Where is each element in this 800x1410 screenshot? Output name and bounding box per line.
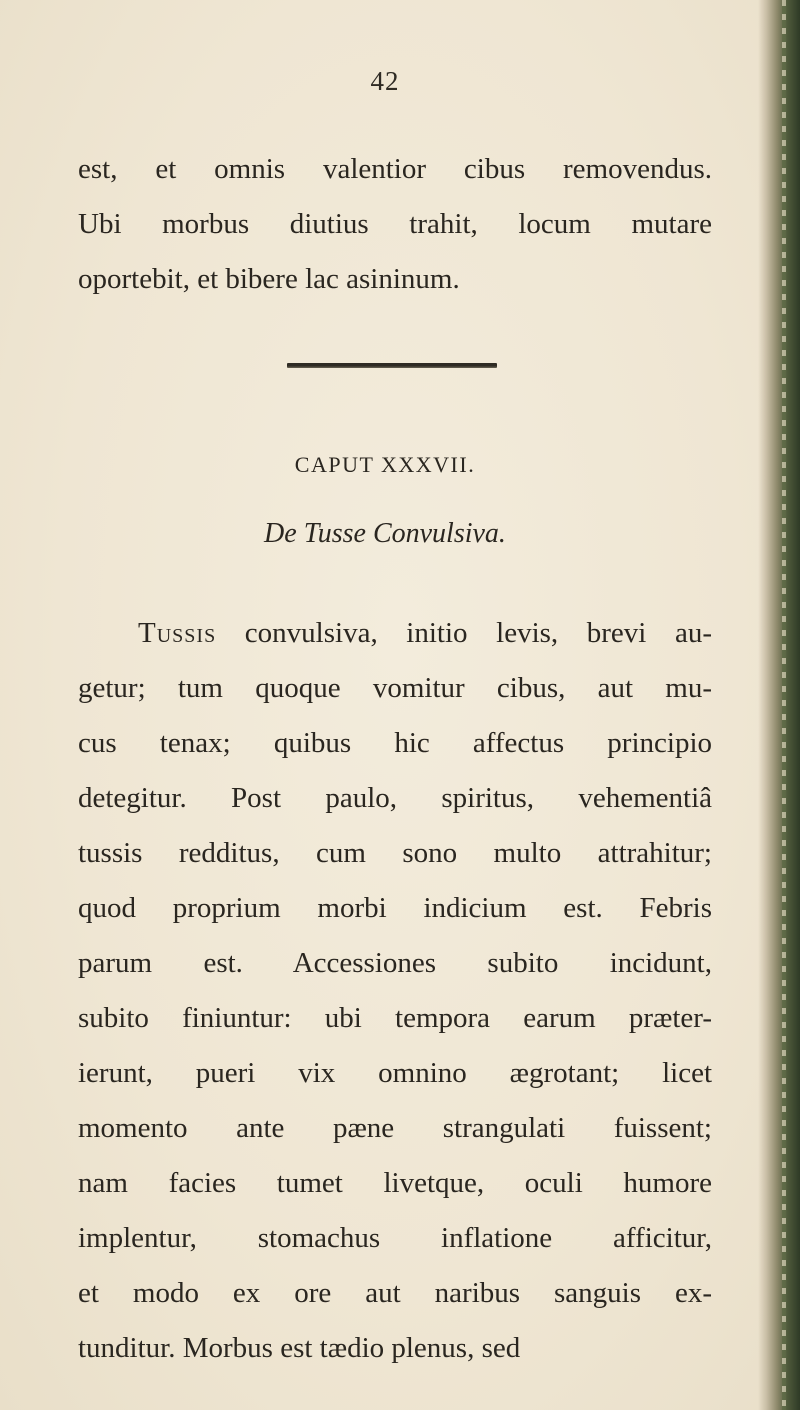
chapter-heading: CAPUT XXXVII. bbox=[294, 452, 476, 477]
text-line: Ubi morbus diutius trahit, locum mutare bbox=[78, 208, 712, 240]
lead-word: Tussis bbox=[138, 617, 217, 649]
section-divider-rule bbox=[287, 363, 497, 368]
text-line: ierunt, pueri vix omnino ægrotant; licet bbox=[78, 1057, 712, 1089]
main-paragraph bbox=[78, 606, 712, 1376]
text-line: implentur, stomachus inflatione afficitur, bbox=[78, 1222, 712, 1254]
text-line: parum est. Accessiones subito incidunt, bbox=[78, 947, 712, 979]
text-line: et modo ex ore aut naribus sanguis ex- bbox=[78, 1277, 712, 1309]
text-line: cus tenax; quibus hic affectus principio bbox=[78, 727, 712, 759]
top-paragraph bbox=[78, 142, 712, 307]
text-line: nam facies tumet livetque, oculi humore bbox=[78, 1167, 712, 1199]
page-binding-edge bbox=[758, 0, 800, 1410]
text-line: tunditur. Morbus est tædio plenus, sed bbox=[78, 1332, 521, 1364]
chapter-subtitle: De Tusse Convulsiva. bbox=[264, 518, 506, 549]
text-line: tussis redditus, cum sono multo attrahitur; bbox=[78, 837, 712, 869]
text-line: est, et omnis valentior cibus removendus. bbox=[78, 153, 712, 185]
text-line: detegitur. Post paulo, spiritus, vehementiâ bbox=[78, 782, 712, 814]
text-line bbox=[78, 606, 712, 661]
text-line: subito finiuntur: ubi tempora earum præter- bbox=[78, 1002, 712, 1034]
text-line: quod proprium morbi indicium est. Febris bbox=[78, 892, 712, 924]
first-line-text: convulsiva, initio levis, brevi au- bbox=[216, 617, 712, 649]
text-line: momento ante pæne strangulati fuissent; bbox=[78, 1112, 712, 1144]
text-line: oportebit, et bibere lac asininum. bbox=[78, 263, 460, 295]
text-line: getur; tum quoque vomitur cibus, aut mu- bbox=[78, 672, 712, 704]
page-number: 42 bbox=[370, 66, 400, 96]
